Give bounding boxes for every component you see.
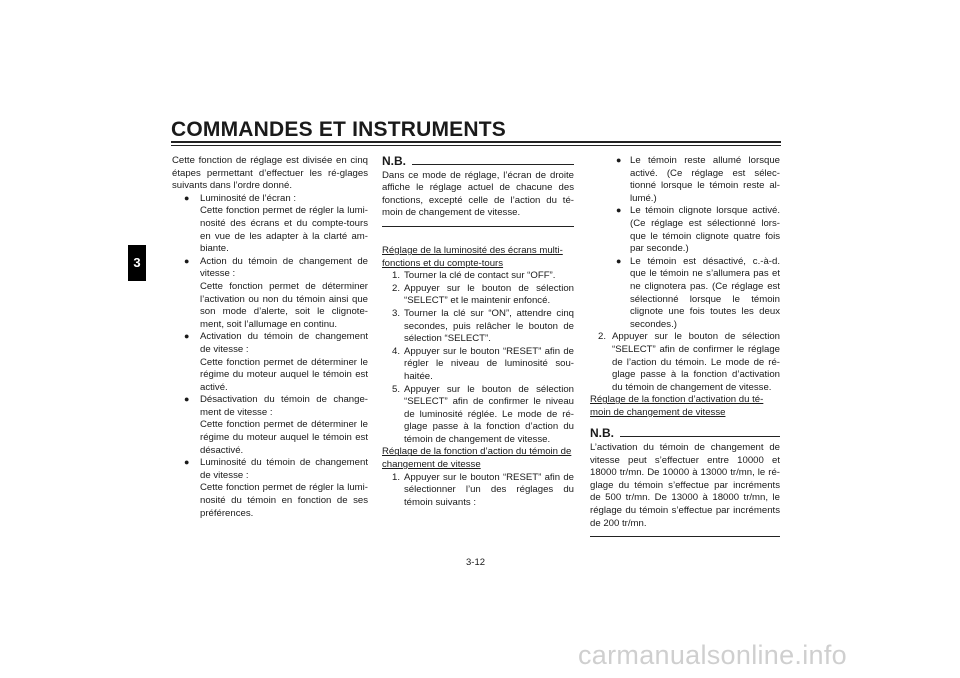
bullet-title: Action du témoin de changement de vitesse :: [200, 255, 368, 280]
section-heading: Réglage de la fonction d’activation du té-moin de changement de vitesse: [590, 394, 764, 418]
bullet-icon: ●: [184, 394, 190, 405]
intro-paragraph: Cette fonction de réglage est divisée en cinq étapes permettant d’effectuer les ré-glages suivants dans l’ordre donné.: [172, 155, 368, 192]
bullet-icon: ●: [184, 255, 190, 266]
step-number: 1.: [392, 471, 401, 483]
step-number: 2.: [598, 331, 607, 343]
bullet-item: [590, 205, 780, 255]
bullet-icon: ●: [184, 331, 190, 342]
step-text: Appuyer sur le bouton “RESET” afin de sélectionner l’un des réglages du témoin suivants :: [404, 471, 574, 508]
page-header-title: COMMANDES ET INSTRUMENTS: [171, 118, 506, 141]
column-2: [382, 155, 574, 509]
step-item: [382, 308, 574, 346]
bullet-text: Cette fonction permet de déterminer le régime du moteur auquel le témoin est désactivé.: [200, 419, 368, 456]
nb-end-rule: [382, 226, 574, 227]
nb-label: N.B.: [382, 154, 406, 168]
bullet-icon: ●: [184, 192, 190, 203]
step-number: 3.: [392, 307, 401, 319]
nb-end-rule: [590, 536, 780, 537]
step-text: Appuyer sur le bouton “RESET” afin de régler le niveau de luminosité sou-haitée.: [404, 345, 574, 382]
step-text: Appuyer sur le bouton de sélection “SELECT” afin de confirmer le réglage de l’action du témoin. Le mode de ré-glage passe à la fonction d’activation du témoin de changement de vitesse.: [612, 331, 780, 393]
column-1: [172, 155, 368, 520]
header-rule: [171, 141, 781, 143]
nb-heading: [382, 155, 574, 168]
page-number: 3-12: [466, 557, 486, 568]
section-heading: Réglage de la fonction d’action du témoin de changement de vitesse: [382, 446, 572, 471]
step-item: [382, 283, 574, 308]
chapter-tab: 3: [128, 245, 146, 281]
bullet-text: Le témoin clignote lorsque activé. (Ce réglage est sélectionné lors-que le témoin clignote quatre fois par seconde.): [630, 205, 780, 255]
bullet-text: Cette fonction permet de régler la lumi-nosité du témoin en fonction de ses préférences.: [200, 482, 368, 519]
header-rule-thin: [171, 145, 781, 146]
nb-rule: [412, 164, 574, 165]
step-number: 4.: [392, 345, 401, 357]
bullet-icon: ●: [616, 205, 622, 216]
bullet-text: Le témoin est désactivé, c.-à-d. que le témoin ne s’allumera pas et ne clignotera pas. (Ce réglage est sélectionné lorsque le témoin clignote une fois toutes les deux secondes.): [630, 255, 780, 330]
step-item: [382, 384, 574, 447]
bullet-item: [590, 256, 780, 332]
bullet-icon: ●: [184, 457, 190, 468]
bullet-item: [172, 331, 368, 394]
step-item: [382, 346, 574, 384]
nb-text: Dans ce mode de réglage, l’écran de droite affiche le réglage actuel de chacune des fonctions, excepté celle de l’action du té-moin de changement de vitesse.: [382, 169, 574, 219]
bullet-title: Luminosité de l’écran :: [200, 192, 296, 204]
bullet-text: Cette fonction permet de régler la lumi-nosité des écrans et du compte-tours en vue de les adapter à la clarté am-biante.: [200, 205, 368, 255]
nb-text: L’activation du témoin de changement de vitesse peut s’effectuer entre 10000 et 18000 tr/mn. De 10000 à 13000 tr/mn, le ré-glage du témoin s’effectue par incréments de 500 tr/mn. De 13000 à 18000 tr/mn, le réglage du témoin s’effectue par incréments de 200 tr/mn.: [590, 442, 780, 529]
column-3: [590, 155, 780, 537]
section-heading: Réglage de la luminosité des écrans multi-fonctions et du compte-tours: [382, 244, 563, 269]
step-text: Tourner la clé sur “ON”, attendre cinq secondes, puis relâcher le bouton de sélection “SELECT”.: [404, 307, 574, 345]
step-text: Appuyer sur le bouton de sélection “SELECT” et le maintenir enfoncé.: [404, 282, 574, 307]
step-item: [590, 331, 780, 394]
watermark: carmanualsonline.info: [578, 640, 847, 670]
nb-rule: [620, 436, 780, 437]
step-number: 5.: [392, 383, 401, 395]
nb-heading: [590, 427, 780, 440]
step-item: [382, 472, 574, 510]
nb-label: N.B.: [590, 426, 614, 441]
bullet-item: [172, 457, 368, 520]
bullet-text: Le témoin reste allumé lorsque activé. (Ce réglage est sélec-tionné lorsque le témoin reste al-lumé.): [630, 155, 780, 204]
bullet-icon: ●: [616, 255, 622, 266]
bullet-title: Activation du témoin de changement de vitesse :: [200, 331, 368, 355]
step-number: 2.: [392, 282, 401, 294]
step-item: [382, 270, 574, 283]
bullet-item: [590, 155, 780, 205]
step-number: 1.: [392, 270, 401, 282]
bullet-icon: ●: [616, 155, 622, 165]
bullet-title: Luminosité du témoin de changement de vitesse :: [200, 457, 368, 481]
bullet-title: Désactivation du témoin de change-ment de vitesse :: [200, 394, 368, 418]
bullet-text: Cette fonction permet de déterminer l’activation ou non du témoin ainsi que son mode d’alerte, soit le clignote-ment, soit l’allumage en continu.: [200, 280, 368, 330]
step-text: Appuyer sur le bouton de sélection “SELECT” afin de confirmer le niveau de luminosité réglée. Le mode de ré-glage passe à la fonction d’action du témoin de changement de vitesse.: [404, 383, 574, 445]
bullet-item: [172, 256, 368, 332]
step-text: Tourner la clé de contact sur “OFF”.: [404, 270, 556, 282]
bullet-item: [172, 394, 368, 457]
bullet-text: Cette fonction permet de déterminer le régime du moteur auquel le témoin est activé.: [200, 356, 368, 393]
bullet-item: [172, 193, 368, 256]
